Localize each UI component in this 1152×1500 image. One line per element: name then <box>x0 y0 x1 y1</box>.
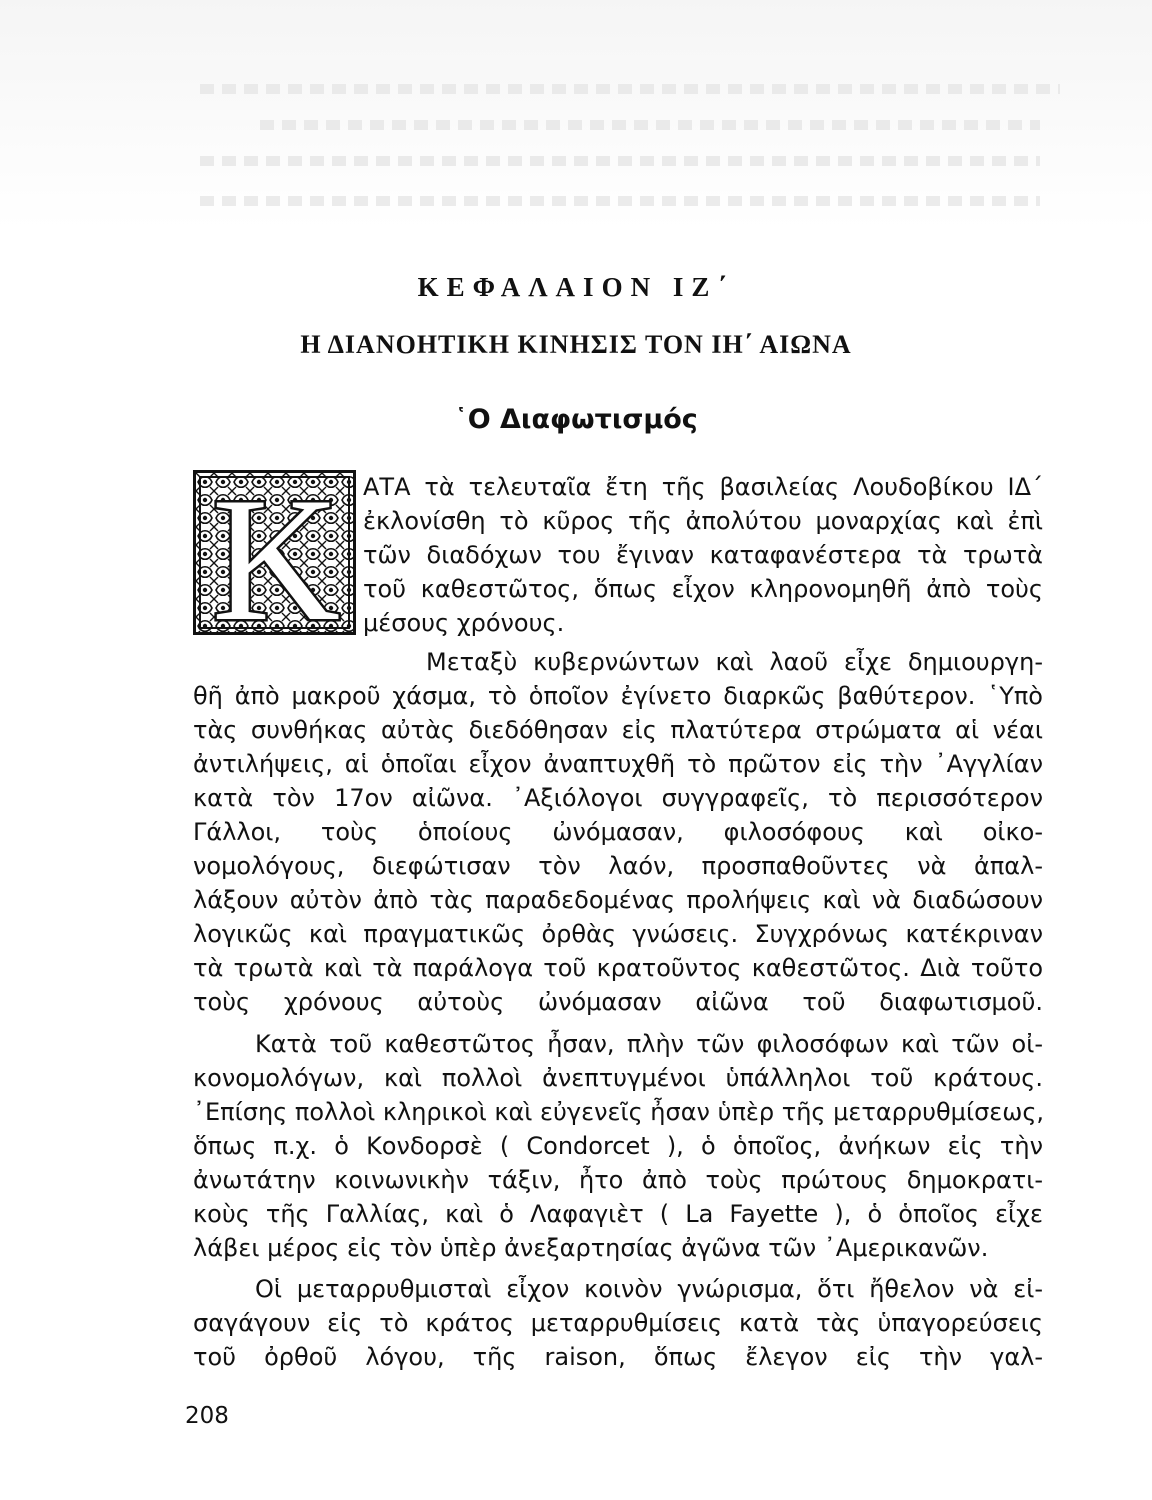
text-line: τοῦ ὀρθοῦ λόγου, τῆς raison, ὅπως ἔλεγον εἰς τὴν γαλ- <box>193 1343 1043 1371</box>
text-line: Κατὰ τοῦ καθεστῶτος ἦσαν, πλὴν τῶν φιλοσόφων καὶ τῶν οἰ- <box>255 1030 1043 1058</box>
text-line: θῆ ἀπὸ μακροῦ χάσμα, τὸ ὁποῖον ἐγίνετο διαρκῶς βαθύτερον. ῾Υπὸ <box>193 682 1043 710</box>
text-line: Οἱ μεταρρυθμισταὶ εἶχον κοινὸν γνώρισμα, ὅτι ἤθελον νὰ εἰ- <box>255 1275 1043 1303</box>
text-line: λάξουν αὐτὸν ἀπὸ τὰς παραδεδομένας προλήψεις καὶ νὰ διαδώσουν <box>193 886 1043 914</box>
text-line: ὅπως π.χ. ὁ Κονδορσὲ ( Condorcet ), ὁ ὁποῖος, ἀνήκων εἰς τὴν <box>193 1132 1043 1160</box>
text-line: κονομολόγων, καὶ πολλοὶ ἀνεπτυγμένοι ὑπάλληλοι τοῦ κράτους. <box>193 1064 1043 1092</box>
text-line: τῶν διαδόχων του ἔγιναν καταφανέστερα τὰ τρωτὰ <box>363 541 1043 569</box>
text-line: κατὰ τὸν 17ον αἰῶνα. ᾿Αξιόλογοι συγγραφεῖς, τὸ περισσότερον <box>193 784 1043 812</box>
text-line: λογικῶς καὶ πραγματικῶς ὀρθὰς γνώσεις. Συγχρόνως κατέκριναν <box>193 920 1043 948</box>
show-through-line <box>200 84 1060 94</box>
text-line: λάβει μέρος εἰς τὸν ὑπὲρ ἀνεξαρτησίας ἀγῶνα τῶν ᾿Αμερικανῶν. <box>193 1234 989 1262</box>
drop-cap-ornament-icon <box>196 473 353 632</box>
chapter-title: ΚΕΦΑΛΑΙΟΝ ΙΖ΄ <box>417 272 735 302</box>
show-through-line <box>200 156 1040 166</box>
text-line: ᾿Επίσης πολλοὶ κληρικοὶ καὶ εὐγενεῖς ἦσαν ὑπὲρ τῆς μεταρρυθμίσεως, <box>193 1098 1045 1126</box>
text-line: ἐκλονίσθη τὸ κῦρος τῆς ἀπολύτου μοναρχίας καὶ ἐπὶ <box>363 507 1043 535</box>
text-line: ἀντιλήψεις, αἱ ὁποῖαι εἶχον ἀναπτυχθῆ τὸ πρῶτον εἰς τὴν ᾿Αγγλίαν <box>193 750 1043 778</box>
text-line: τὰς συνθήκας αὐτὰς διεδόθησαν εἰς πλατύτερα στρώματα αἱ νέαι <box>193 716 1043 744</box>
text-line: νομολόγους, διεφώτισαν τὸν λαόν, προσπαθοῦντες νὰ ἀπαλ- <box>193 852 1043 880</box>
drop-cap-letter: Κ <box>211 473 341 632</box>
text-line: ΑΤΑ τὰ τελευταῖα ἔτη τῆς βασιλείας Λουδοβίκου ΙΔ΄ <box>363 473 1043 501</box>
text-line: μέσους χρόνους. <box>363 609 565 637</box>
text-line: Μεταξὺ κυβερνώντων καὶ λαοῦ εἶχε δημιουργη- <box>426 648 1043 676</box>
text-line: Γάλλοι, τοὺς ὁποίους ὠνόμασαν, φιλοσόφους καὶ οἰκο- <box>193 818 1043 846</box>
text-line: τὰ τρωτὰ καὶ τὰ παράλογα τοῦ κρατοῦντος καθεστῶτος. Διὰ τοῦτο <box>193 954 1043 982</box>
ornamental-drop-cap <box>193 470 356 635</box>
show-through-line <box>200 196 1040 206</box>
chapter-subtitle: Η ΔΙΑΝΟΗΤΙΚΗ ΚΙΝΗΣΙΣ ΤΟΝ ΙΗ΄ ΑΙΩΝΑ <box>300 330 852 359</box>
show-through-line <box>260 120 1040 130</box>
text-line: τοῦ καθεστῶτος, ὅπως εἶχον κληρονομηθῆ ἀπὸ τοὺς <box>363 575 1043 603</box>
text-line: τοὺς χρόνους αὐτοὺς ὠνόμασαν αἰῶνα τοῦ διαφωτισμοῦ. <box>193 988 1043 1016</box>
page-number: 208 <box>185 1403 229 1429</box>
text-line: κοὺς τῆς Γαλλίας, καὶ ὁ Λαφαγιὲτ ( La Fayette ), ὁ ὁποῖος εἶχε <box>193 1200 1043 1228</box>
text-line: ἀνωτάτην κοινωνικὴν τάξιν, ἦτο ἀπὸ τοὺς πρώτους δημοκρατι- <box>193 1166 1043 1194</box>
section-title: ῾Ο Διαφωτισμός <box>454 404 698 435</box>
text-line: σαγάγουν εἰς τὸ κράτος μεταρρυθμίσεις κατὰ τὰς ὑπαγορεύσεις <box>193 1309 1043 1337</box>
